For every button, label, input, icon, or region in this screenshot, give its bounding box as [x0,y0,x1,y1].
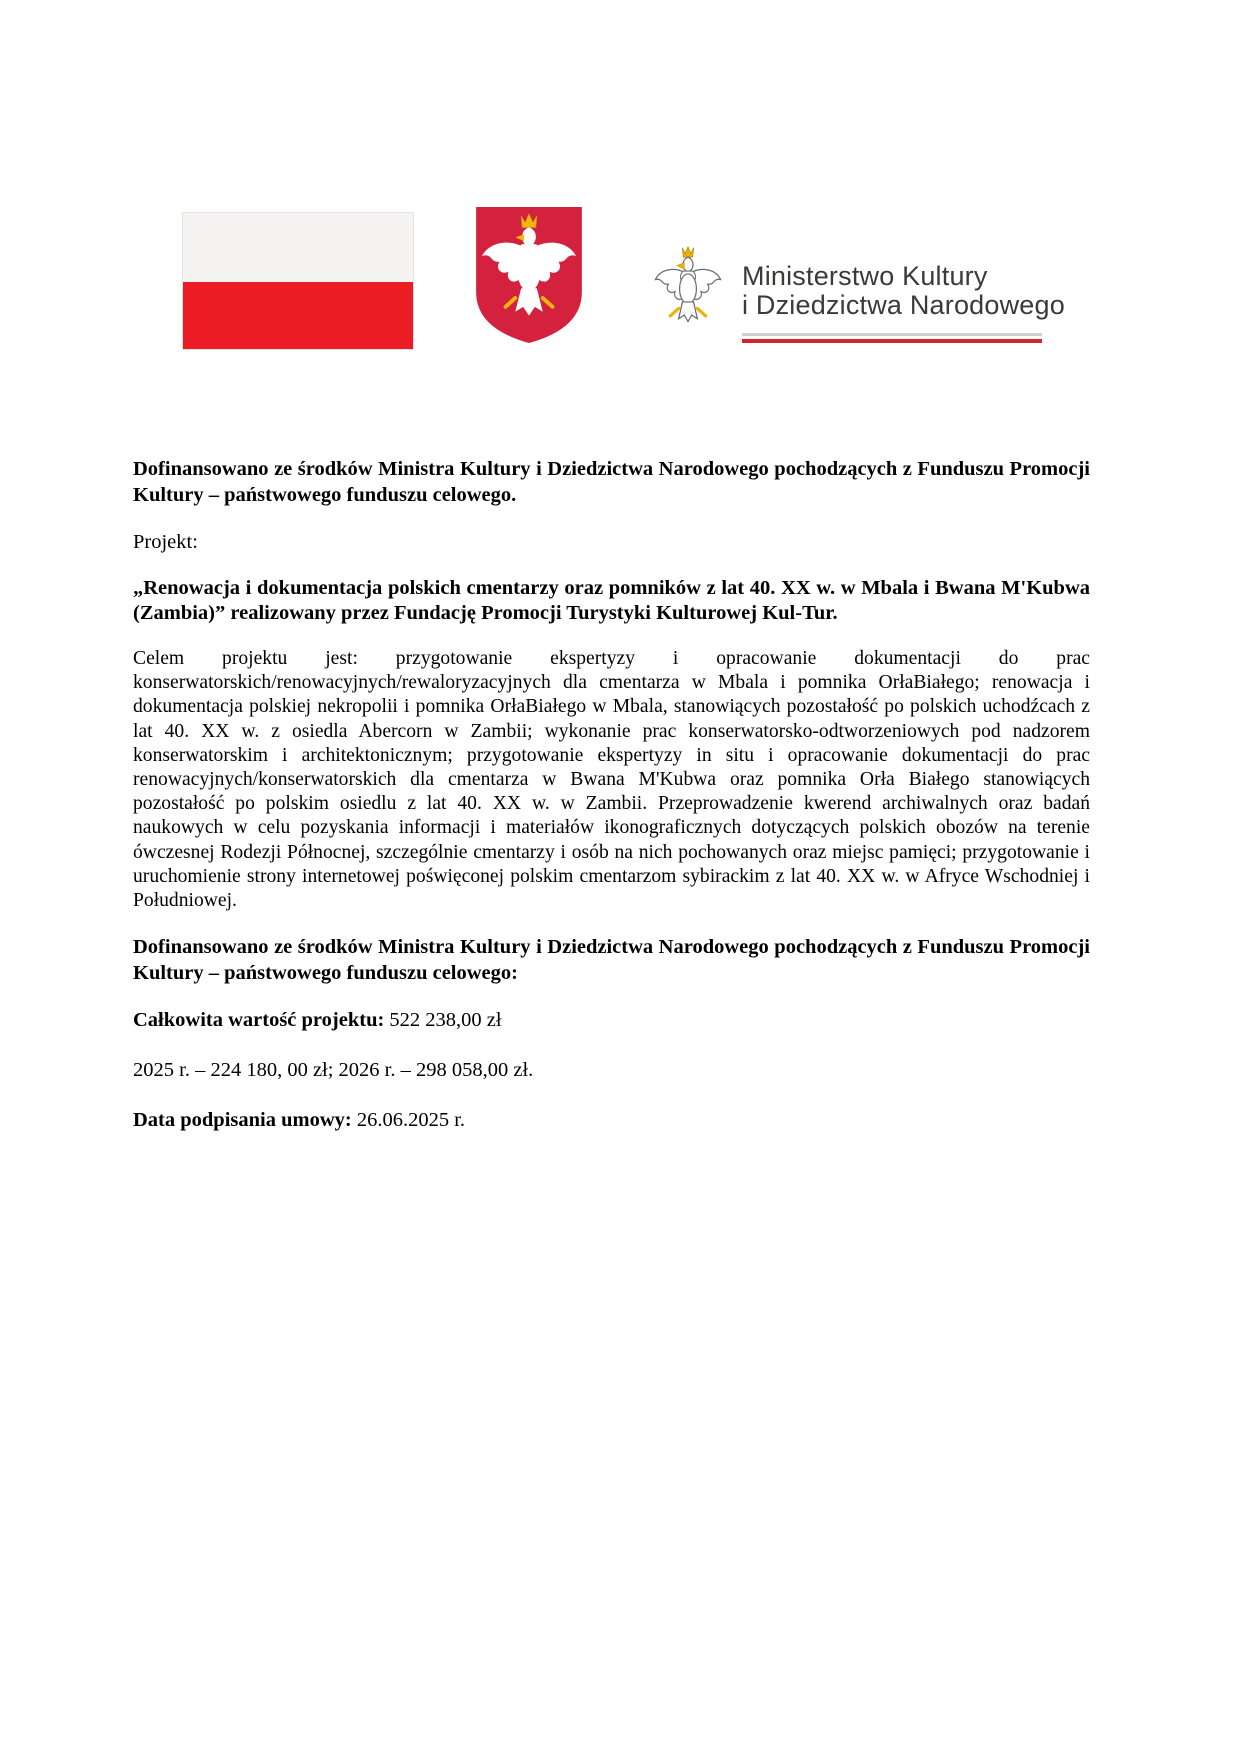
ministry-name-line1: Ministerstwo Kultury [742,261,988,291]
project-title: „Renowacja i dokumentacja polskich cmentarzy oraz pomników z lat 40. XX w. w Mbala i Bwana M'Kubwa (Zambia)” realizowany przez Fundację Promocji Turystyki Kulturowej Kul-Tur. [133,577,1090,624]
poland-coat-of-arms [470,204,588,346]
document-body [133,456,1090,1157]
ministry-name [742,240,1065,343]
ministry-underline-gray [742,333,1042,336]
funding-note-2: Dofinansowano ze środków Ministra Kultury i Dziedzictwa Narodowego pochodzących z Funduszu Promocji Kultury – państwowego funduszu celowego: [133,936,1090,985]
poland-flag [182,212,414,350]
signing-date: 26.06.2025 r. [356,1109,466,1132]
ministry-eagle-icon [646,240,730,334]
total-value-line [133,1007,1090,1033]
funding-note-1: Dofinansowano ze środków Ministra Kultury i Dziedzictwa Narodowego pochodzących z Funduszu Promocji Kultury – państwowego funduszu celowego. [133,458,1090,506]
project-label: Projekt: [133,531,198,553]
header-logos [182,198,1065,350]
flag-red-stripe [183,282,413,349]
flag-white-stripe [183,213,413,282]
ministry-underline [742,333,1042,343]
signing-date-line [133,1107,1090,1133]
project-description: Celem projektu jest: przygotowanie ekspertyzy i opracowanie dokumentacji do prac konserwatorskich/renowacyjnych/rewaloryzacyjnych dla cmentarza w Mbala i pomnika OrłaBiałego; renowacja i dokumentacja polskiej nekropolii i pomnika OrłaBiałego w Mbala, stanowiących pozostałość po polskich uchodźcach z lat 40. XX w. z osiedla Abercorn w Zambii; wykonanie prac konserwatorsko-odtworzeniowych pod nadzorem konserwatorskim i architektonicznym; przygotowanie ekspertyzy in situ i opracowanie dokumentacji do prac renowacyjnych/konserwatorskich dla cmentarza w Bwana M'Kubwa oraz pomnika Orła Białego stanowiących pozostałość po polskim osiedlu z lat 40. XX w. w Zambii. Przeprowadzenie kwerend archiwalnych oraz badań naukowych w celu pozyskania informacji i materiałów ikonograficznych dotyczących polskich obozów na terenie ówczesnej Rodezji Północnej, szczególnie cmentarzy i osób na nich pochowanych oraz miejsc pamięci; przygotowanie i uruchomienie strony internetowej poświęconej polskim cmentarzom sybirackim z lat 40. XX w. w Afryce Wschodniej i Południowej. [133,648,1090,912]
signing-date-label: Data podpisania umowy: [133,1109,352,1132]
ministry-underline-red [742,339,1042,343]
total-value-label: Całkowita wartość projektu: [133,1009,385,1032]
ministry-logo [646,240,1065,343]
yearly-breakdown: 2025 r. – 224 180, 00 zł; 2026 r. – 298 058,00 zł. [133,1059,534,1082]
total-value: 522 238,00 zł [389,1009,502,1032]
ministry-name-line2: i Dziedzictwa Narodowego [742,290,1065,320]
